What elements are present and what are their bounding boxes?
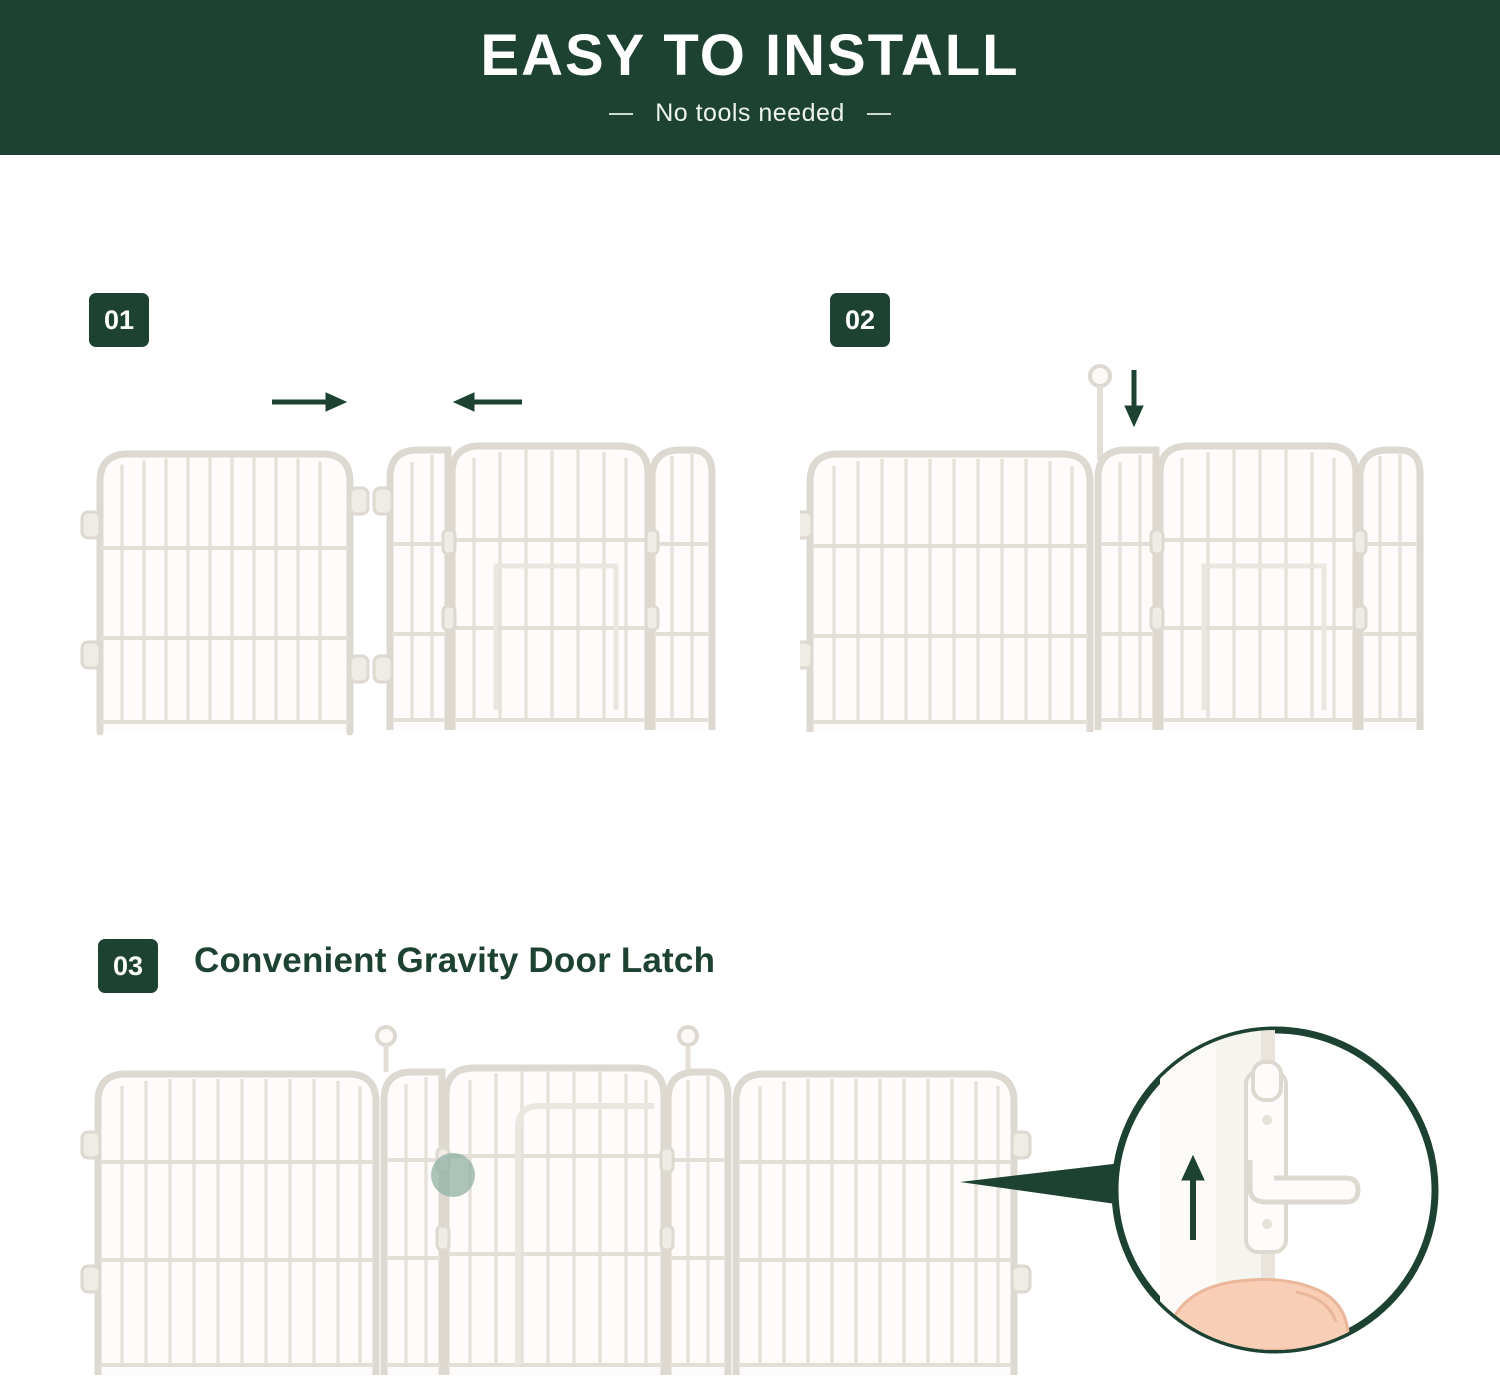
divider-dash-right (867, 113, 891, 115)
banner-subtitle: No tools needed (655, 99, 845, 127)
playpen-gate (384, 1068, 728, 1375)
connector-pin-right-icon (679, 1027, 697, 1072)
connector-pin-left-icon (377, 1027, 395, 1072)
step-badge-03: 03 (98, 939, 158, 993)
step-03-title: Convenient Gravity Door Latch (194, 941, 716, 980)
playpen-panel-left (82, 1074, 376, 1375)
panel-left-joined (800, 454, 1090, 732)
page-title: EASY TO INSTALL (480, 23, 1020, 88)
arrow-left-icon (454, 393, 522, 411)
step-badge-01: 01 (89, 293, 149, 347)
arrow-down-icon (1125, 370, 1143, 426)
illustration-step-03 (60, 1010, 1460, 1380)
illustration-step-01 (60, 370, 720, 740)
arrow-right-icon (272, 393, 346, 411)
panel-right-gate-joined (1098, 446, 1420, 730)
playpen-panel-right (736, 1074, 1030, 1375)
panel-right-gate (374, 446, 712, 730)
panel-left (82, 454, 368, 732)
step-badge-02: 02 (830, 293, 890, 347)
illustration-step-02 (800, 350, 1460, 740)
header-banner (0, 0, 1500, 155)
callout-circle (1115, 1030, 1435, 1350)
banner-subtitle-group (609, 99, 891, 128)
divider-dash-left (609, 113, 633, 115)
connector-pin-icon (1090, 366, 1110, 460)
latch-highlight-dot (431, 1153, 475, 1197)
